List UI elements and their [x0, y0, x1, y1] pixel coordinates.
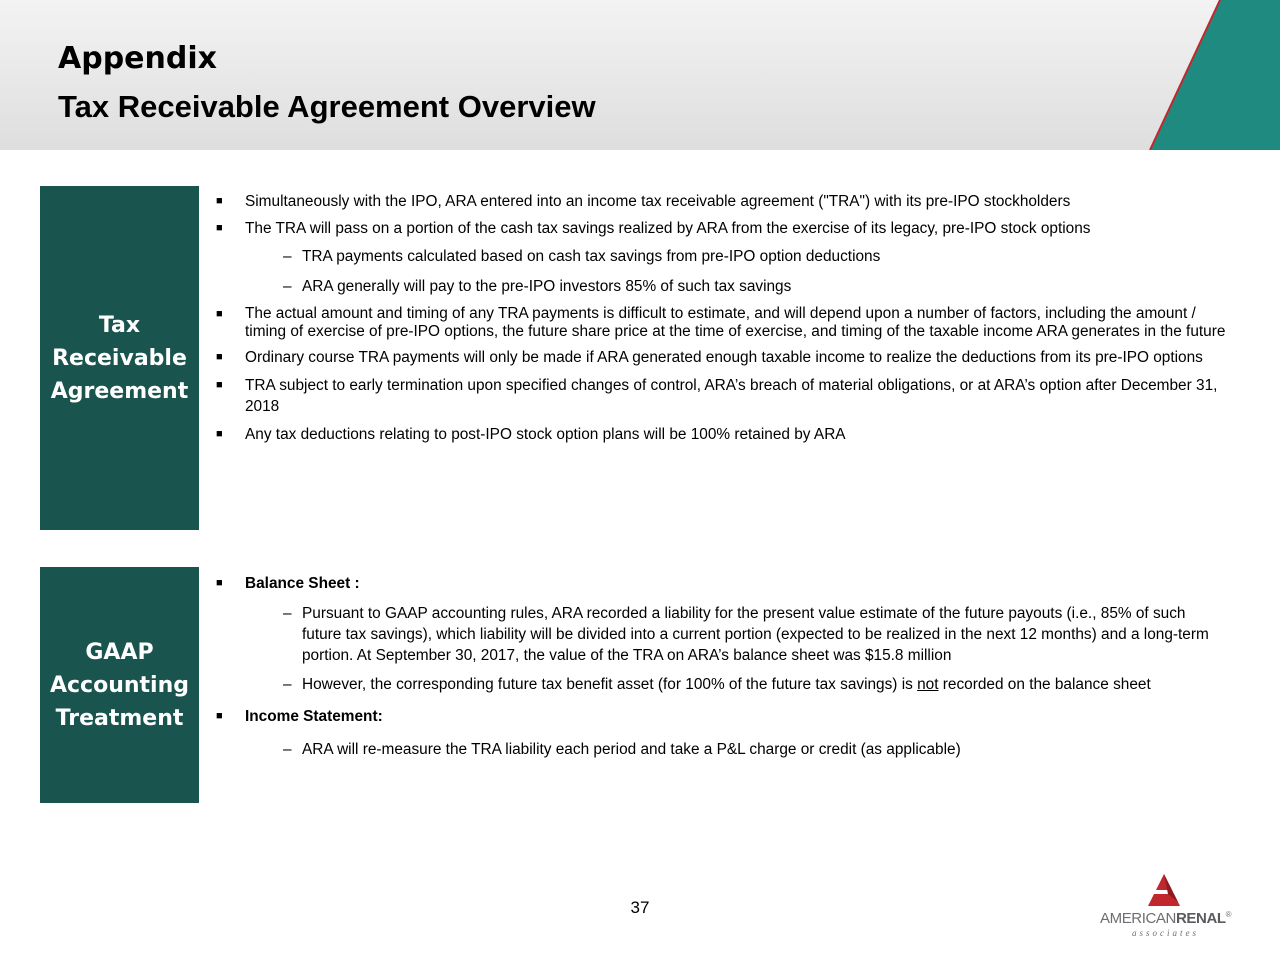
- page-subtitle: Tax Receivable Agreement Overview: [58, 89, 596, 124]
- bullet-text: ARA will re-measure the TRA liability each period and take a P&L charge or credit (as applicable): [302, 741, 961, 758]
- dash-bullet-icon: –: [283, 741, 292, 758]
- tra-bullet-list: [216, 191, 1226, 445]
- sub-bullet-item: [216, 276, 1226, 297]
- logo-wordmark: AMERICANRENAL®: [1100, 910, 1232, 927]
- bullet-text: Ordinary course TRA payments will only be made if ARA generated enough taxable income to realize the deductions from its pre-IPO options: [245, 349, 1203, 366]
- section-label-line: GAAP: [85, 639, 154, 665]
- bullet-text: recorded on the balance sheet: [938, 676, 1151, 693]
- bullet-text: Pursuant to GAAP accounting rules, ARA recorded a liability for the present value estimate of the future payouts (i.e., 85% of such future tax savings), which liability will be divided into a current portion (expected to be realized in the next 12 months) and a long-term portion. At September 30, 2017, the value of the TRA on ARA’s balance sheet was $15.8 million: [302, 605, 1209, 664]
- bullet-text: TRA payments calculated based on cash tax savings from pre-IPO option deductions: [302, 248, 881, 265]
- square-bullet-icon: ■: [216, 308, 223, 320]
- sub-bullet-item: [216, 674, 1226, 695]
- page-title: Appendix: [58, 41, 217, 76]
- section-label-gaap: [40, 567, 199, 803]
- balance-sheet-label: Balance Sheet :: [245, 575, 360, 592]
- sub-bullet-item: [216, 246, 1226, 267]
- sub-bullet-item: [216, 603, 1226, 666]
- square-bullet-icon: ■: [216, 428, 223, 440]
- section-label-line: Treatment: [55, 705, 184, 731]
- bullet-text: Simultaneously with the IPO, ARA entered into an income tax receivable agreement ("TRA") with its pre-IPO stockholders: [245, 193, 1071, 210]
- bullet-item: [216, 424, 1226, 445]
- gaap-bullet-list: [216, 573, 1226, 760]
- dash-bullet-icon: –: [283, 248, 292, 265]
- bullet-text: TRA subject to early termination upon specified changes of control, ARA’s breach of material obligations, or at ARA’s option after December 31, 2018: [245, 377, 1218, 415]
- dash-bullet-icon: –: [283, 278, 292, 295]
- bullet-text: However, the corresponding future tax benefit asset (for 100% of the future tax savings) is: [302, 676, 918, 693]
- section-label-line: Agreement: [50, 378, 189, 404]
- logo-a-mark-icon: [1098, 872, 1248, 912]
- income-statement-label: Income Statement:: [245, 708, 383, 725]
- section-label-line: Accounting: [49, 672, 189, 698]
- dash-bullet-icon: –: [283, 676, 292, 693]
- square-bullet-icon: ■: [216, 351, 223, 363]
- bullet-text: The actual amount and timing of any TRA payments is difficult to estimate, and will depend upon a number of factors, including the amount / timing of exercise of pre-IPO options, the future share price at the time of exercise, and timing of the taxable income ARA generates in the future: [245, 305, 1226, 340]
- bullet-text: Any tax deductions relating to post-IPO stock option plans will be 100% retained by ARA: [245, 426, 846, 443]
- section-label-line: Receivable: [52, 345, 187, 371]
- bullet-text: ARA generally will pay to the pre-IPO investors 85% of such tax savings: [302, 278, 792, 295]
- bullet-item: [216, 218, 1226, 239]
- page-number: 37: [630, 898, 650, 917]
- sub-bullet-item: [216, 739, 1226, 760]
- square-bullet-icon: ■: [216, 222, 223, 234]
- square-bullet-icon: ■: [216, 710, 223, 722]
- slide-header: [0, 0, 1280, 150]
- bullet-item: [216, 573, 1226, 594]
- section-label-tra: [40, 186, 199, 530]
- bullet-item: [216, 347, 1226, 368]
- square-bullet-icon: ■: [216, 195, 223, 207]
- bullet-item: [216, 706, 1226, 727]
- square-bullet-icon: ■: [216, 379, 223, 391]
- bullet-item: [216, 191, 1226, 212]
- dash-bullet-icon: –: [283, 605, 292, 622]
- bullet-item: [216, 305, 1226, 341]
- bullet-text: The TRA will pass on a portion of the cash tax savings realized by ARA from the exercise of its legacy, pre-IPO stock options: [245, 220, 1091, 237]
- logo-subtitle: associates: [1132, 928, 1199, 938]
- section-label-line: Tax: [98, 312, 141, 338]
- company-logo: [1098, 872, 1248, 942]
- bullet-item: [216, 375, 1226, 417]
- square-bullet-icon: ■: [216, 577, 223, 589]
- underlined-text: not: [917, 676, 939, 693]
